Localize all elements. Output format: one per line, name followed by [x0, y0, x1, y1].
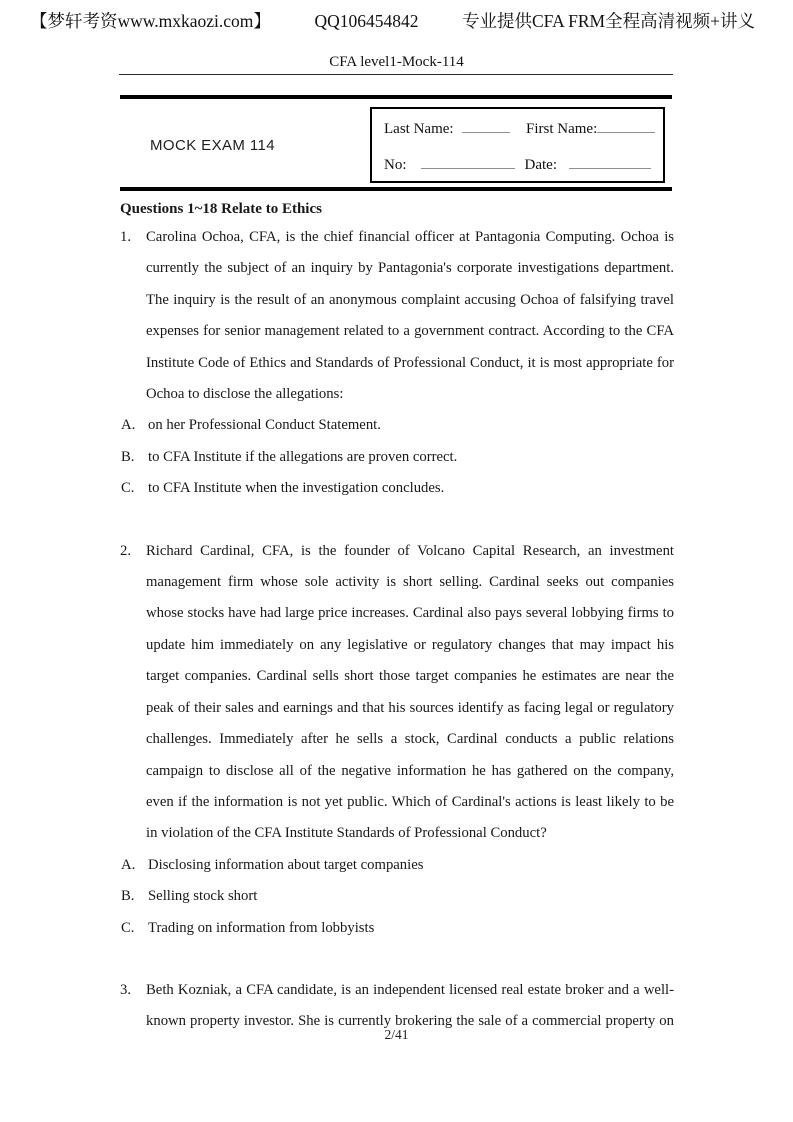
option-text: to CFA Institute when the investigation concludes.: [148, 480, 445, 497]
mock-exam-title: MOCK EXAM 114: [150, 137, 275, 154]
page-number: 2/41: [384, 1027, 409, 1042]
option-text: on her Professional Conduct Statement.: [148, 417, 381, 434]
option-text: Disclosing information about target companies: [148, 856, 424, 873]
section-heading: Questions 1~18 Relate to Ethics: [120, 201, 322, 217]
no-date-row: [384, 154, 655, 174]
question-1: [120, 222, 674, 410]
document-title: CFA level1-Mock-114: [329, 54, 464, 70]
option-letter: B.: [121, 888, 135, 905]
option-letter: C.: [121, 480, 135, 497]
candidate-info-box: [370, 107, 665, 183]
exam-body: [120, 196, 674, 1038]
question-number: 3.: [120, 981, 132, 998]
first-name-label: First Name:: [526, 121, 598, 137]
question-number: 2.: [120, 542, 132, 559]
question-2-option-a: [120, 850, 674, 881]
option-text: to CFA Institute if the allegations are proven correct.: [148, 448, 458, 465]
option-letter: A.: [121, 856, 136, 873]
last-name-label: Last Name:: [384, 121, 454, 137]
question-1-option-c: [120, 473, 674, 504]
question-2-option-b: [120, 881, 674, 912]
option-text: Selling stock short: [148, 888, 258, 905]
option-letter: A.: [121, 417, 136, 434]
date-label: Date:: [524, 157, 557, 173]
option-text: Trading on information from lobbyists: [148, 919, 375, 936]
title-underline: [119, 74, 673, 75]
date-blank: [569, 154, 651, 169]
question-number: 1.: [120, 229, 132, 245]
promo-text: 专业提供CFA FRM全程高清视频+讲义: [461, 11, 755, 31]
site-name: 【梦轩考资www.mxkaozi.com】: [30, 11, 271, 31]
question-2: [120, 536, 674, 850]
no-blank: [421, 154, 515, 169]
header-rule-top: [120, 95, 672, 99]
option-letter: B.: [121, 448, 135, 465]
name-row: [384, 118, 655, 138]
first-name-blank: [597, 118, 655, 133]
no-label: No:: [384, 157, 407, 173]
question-2-option-c: [120, 913, 674, 944]
question-text: Carolina Ochoa, CFA, is the chief financial officer at Pantagonia Computing. Ochoa is currently the subject of an inquiry by Pantagonia's corporate investigations department. The inquiry is the result of an anonymous complaint accusing Ochoa of falsifying travel expenses for senior management related to a government contract. According to the CFA Institute Code of Ethics and Standards of Professional Conduct, it is most appropriate for Ochoa to disclose the allegations:: [146, 229, 674, 403]
header-rule-bottom: [120, 187, 672, 191]
last-name-blank: [462, 118, 510, 133]
qq-contact: QQ106454842: [314, 11, 419, 31]
promo-header: [30, 8, 755, 33]
question-text: Beth Kozniak, a CFA candidate, is an independent licensed real estate broker and a well-known property investor. She is currently brokering the sale of a commercial property on: [146, 981, 674, 1030]
question-text: Richard Cardinal, CFA, is the founder of Volcano Capital Research, an investment management firm whose sole activity is short selling. Cardinal seeks out companies whose stocks have had large price increases. Cardinal also pays several lobbying firms to update him immediately on any legislative or regulatory changes that may impact his target companies. Cardinal sells short those target companies he estimates are near the peak of their sales and earnings and that his sources identify as facing legal or regulatory challenges. Immediately after he sells a stock, Cardinal conducts a public relations campaign to disclose all of the negative information he has gathered on the company, even if the information is not yet public. Which of Cardinal's actions is least likely to be in violation of the CFA Institute Standards of Professional Conduct?: [146, 542, 674, 842]
question-1-option-a: [120, 410, 674, 441]
question-1-option-b: [120, 442, 674, 473]
option-letter: C.: [121, 919, 135, 936]
